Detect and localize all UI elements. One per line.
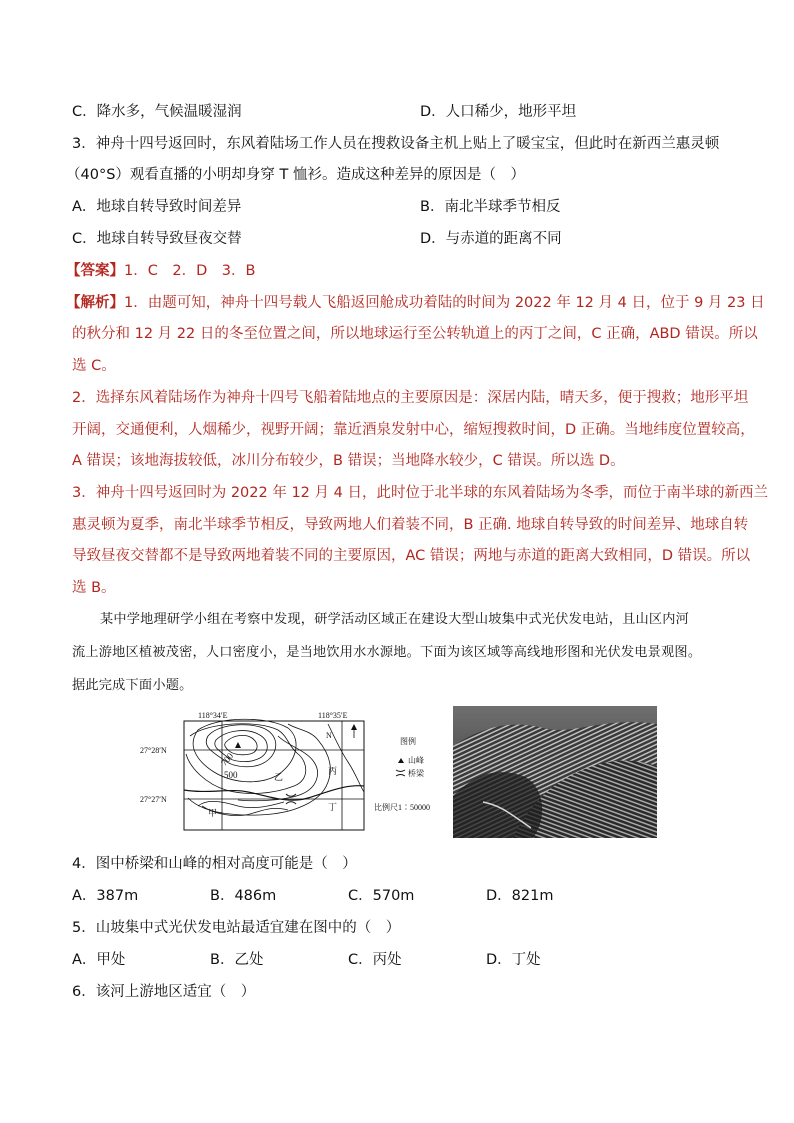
q5-option-d: D．丁处	[486, 952, 541, 968]
q3-option-a: A．地球自转导致时间差异	[72, 199, 242, 215]
q6-stem: 6．该河上游地区适宜（ ）	[72, 984, 256, 1000]
q4-option-a: A．387m	[72, 888, 139, 904]
lon-label-1: 118°34′E	[198, 711, 228, 720]
contour-map-figure	[138, 706, 450, 840]
contour-lines	[186, 719, 364, 815]
q4-option-d: D．821m	[486, 888, 554, 904]
contour-label-500: 500	[224, 770, 238, 780]
contour-map	[138, 706, 450, 836]
q3-option-row1	[72, 197, 561, 217]
analysis-p1-line2: 的秋分和 12 月 22 日的冬至位置之间，所以地球运行至公转轨道上的丙丁之间，C 正确，ABD 错误。所以	[72, 326, 758, 342]
q3-stem-line1: 3．神舟十四号返回时，东风着陆场工作人员在搜救设备主机上贴上了暖宝宝，但此时在新西兰惠灵顿	[72, 136, 720, 152]
analysis-p1-line1	[66, 293, 765, 313]
q4-stem: 4．图中桥梁和山峰的相对高度可能是（ ）	[72, 856, 357, 872]
north-arrow-icon	[326, 724, 357, 740]
place-jia: 甲	[208, 808, 218, 818]
q5-stem: 5．山坡集中式光伏发电站最适宜建在图中的（ ）	[72, 920, 401, 936]
peak-icon	[235, 742, 241, 748]
analysis-p3-line4: 选 B。	[72, 580, 116, 596]
legend-peak-icon	[398, 758, 404, 763]
answer-line	[66, 261, 255, 281]
q5-option-c: C．丙处	[348, 952, 402, 968]
legend-bridge-label: 桥梁	[408, 769, 424, 778]
pv-landscape-photo	[453, 706, 657, 838]
q5-option-b: B．乙处	[210, 952, 264, 968]
analysis-p3-line2: 惠灵顿为夏季，南北半球季节相反，导致两地人们着装不同，B 正确. 地球自转导致的时间差异、地球自转	[72, 517, 749, 533]
analysis-p2-line1: 2．选择东风着陆场作为神舟十四号飞船着陆地点的主要原因是：深居内陆，晴天多，便于搜救；地形平坦	[72, 390, 749, 406]
q5-options	[72, 950, 541, 970]
legend-peak-label: 山峰	[408, 756, 424, 765]
pv-photo-image	[453, 706, 657, 838]
q3-option-d: D．与赤道的距离不同	[420, 231, 562, 247]
option-row-c-d	[72, 102, 577, 122]
place-ding: 丁	[328, 802, 338, 812]
analysis-label: 【解析】	[66, 295, 124, 311]
q3-option-row2	[72, 229, 562, 249]
analysis-p3-line3: 导致昼夜交替都不是导致两地着装不同的主要原因，AC 错误；两地与赤道的距离大致相同，D 错误。所以	[72, 548, 751, 564]
q4-option-b: B．486m	[210, 888, 277, 904]
analysis-p3-line1: 3．神舟十四号返回时为 2022 年 12 月 4 日，此时位于北半球的东风着陆场为冬季，而位于南半球的新西兰	[72, 485, 768, 501]
answer-text: 1．C 2．D 3．B	[124, 263, 256, 279]
river	[184, 786, 364, 800]
q4-option-c: C．570m	[348, 888, 415, 904]
place-bing: 丙	[328, 766, 338, 776]
answer-label: 【答案】	[66, 263, 124, 279]
q3-stem-line2: （40°S）观看直播的小明却身穿 T 恤衫。造成这种差异的原因是（ ）	[66, 167, 525, 183]
passage-line3: 据此完成下面小题。	[72, 678, 193, 693]
place-yi: 乙	[274, 772, 284, 782]
lat-label-2: 27°27′N	[140, 795, 167, 804]
passage-line2: 流上游地区植被茂密，人口密度小，是当地饮用水水源地。下面为该区域等高线地形图和光伏发电景观图。	[72, 645, 702, 660]
option-d: D．人口稀少，地形平坦	[420, 104, 577, 120]
q3-option-b: B．南北半球季节相反	[420, 199, 561, 215]
map-scale: 比例尺1∶50000	[374, 803, 430, 812]
lat-label-1: 27°28′N	[140, 746, 167, 755]
lon-label-2: 118°35′E	[318, 711, 348, 720]
analysis-text: 1．由题可知，神舟十四号载人飞船返回舱成功着陆的时间为 2022 年 12 月 4 日，位于 9 月 23 日	[124, 295, 765, 311]
analysis-p2-line2: 开阔，交通便利，人烟稀少，视野开阔；靠近酒泉发射中心，缩短搜救时间，D 正确。当地纬度位置较高，	[72, 422, 755, 438]
svg-text:N: N	[326, 731, 332, 740]
legend-title: 图例	[400, 737, 416, 746]
contour-label-700: 700	[218, 750, 236, 768]
analysis-p1-line3: 选 C。	[72, 358, 116, 374]
analysis-p2-line3: A 错误；该地海拔较低，冰川分布较少，B 错误；当地降水较少，C 错误。所以选 D。	[72, 453, 625, 469]
q4-options	[72, 886, 554, 906]
q5-option-a: A．甲处	[72, 952, 126, 968]
passage-line1: 某中学地理研学小组在考察中发现，研学活动区域正在建设大型山坡集中式光伏发电站，且山区内河	[100, 612, 690, 627]
legend-bridge-icon	[396, 770, 405, 776]
q3-option-c: C．地球自转导致昼夜交替	[72, 231, 242, 247]
option-c: C．降水多，气候温暖湿润	[72, 104, 242, 120]
